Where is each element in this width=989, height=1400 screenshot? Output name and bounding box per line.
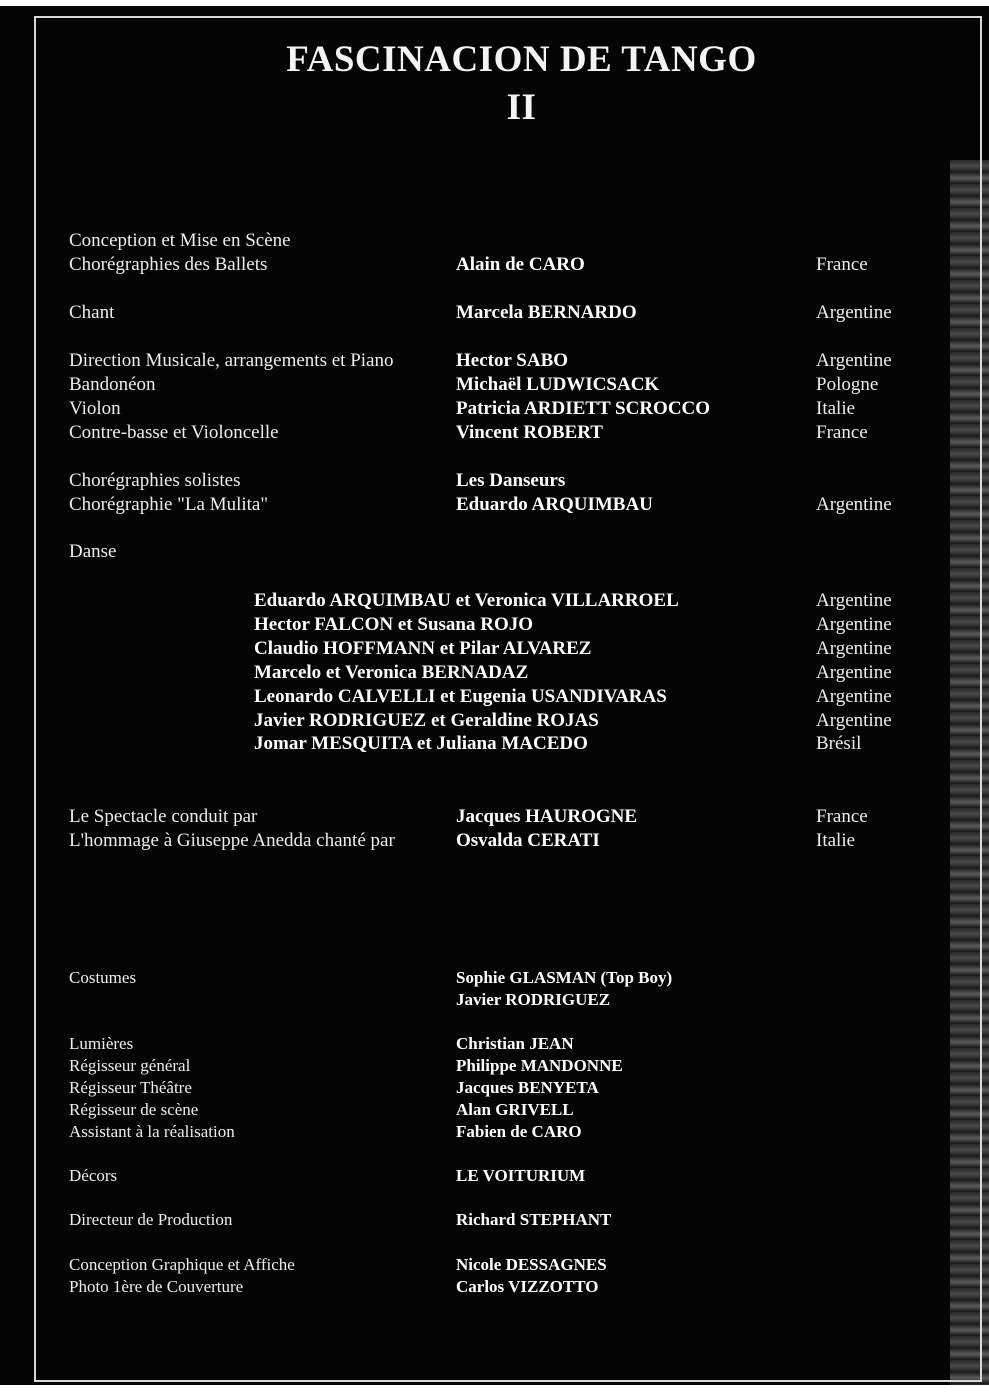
credit-name: Michaël LUDWICSACK bbox=[456, 374, 660, 395]
credit-role: Direction Musicale, arrangements et Piano bbox=[69, 350, 394, 371]
crew-name: Nicole DESSAGNES bbox=[456, 1255, 607, 1274]
credit-name: Eduardo ARQUIMBAU bbox=[456, 494, 653, 515]
paper-top-edge bbox=[0, 0, 989, 6]
credit-role: Chant bbox=[69, 302, 115, 323]
crew-name: LE VOITURIUM bbox=[456, 1166, 586, 1185]
credit-country: Argentine bbox=[816, 494, 892, 515]
crew-role: Régisseur Théâtre bbox=[69, 1078, 192, 1097]
crew-name: Alan GRIVELL bbox=[456, 1100, 574, 1119]
crew-role: Assistant à la réalisation bbox=[69, 1122, 235, 1141]
credit-role: Chorégraphie "La Mulita" bbox=[69, 494, 269, 515]
credit-country: Argentine bbox=[816, 350, 892, 371]
dancer-country: Argentine bbox=[816, 686, 892, 707]
crew-role: Lumières bbox=[69, 1034, 134, 1053]
credit-role: Le Spectacle conduit par bbox=[69, 806, 258, 827]
crew-name: Javier RODRIGUEZ bbox=[456, 990, 611, 1009]
dancer-couple: Marcelo et Veronica BERNADAZ bbox=[254, 662, 529, 683]
credit-name: Vincent ROBERT bbox=[456, 422, 603, 443]
dancer-country: Argentine bbox=[816, 638, 892, 659]
crew-role: Régisseur général bbox=[69, 1056, 191, 1075]
credit-name: Osvalda CERATI bbox=[456, 830, 600, 851]
credit-name: Patricia ARDIETT SCROCCO bbox=[456, 398, 711, 419]
crew-role: Costumes bbox=[69, 968, 137, 987]
crew-name: Richard STEPHANT bbox=[456, 1210, 612, 1229]
crew-role: Directeur de Production bbox=[69, 1210, 233, 1229]
credit-country: France bbox=[816, 422, 868, 443]
credit-country: France bbox=[816, 806, 868, 827]
crew-name: Sophie GLASMAN (Top Boy) bbox=[456, 968, 673, 987]
credit-country: France bbox=[816, 254, 868, 275]
danse-label: Danse bbox=[69, 541, 117, 562]
dancer-couple: Jomar MESQUITA et Juliana MACEDO bbox=[254, 733, 588, 754]
credit-name: Alain de CARO bbox=[456, 254, 585, 275]
dancer-couple: Javier RODRIGUEZ et Geraldine ROJAS bbox=[254, 710, 599, 731]
credit-role: L'hommage à Giuseppe Anedda chanté par bbox=[69, 830, 395, 851]
credit-role: Violon bbox=[69, 398, 121, 419]
dancer-couple: Leonardo CALVELLI et Eugenia USANDIVARAS bbox=[254, 686, 667, 707]
paper-bottom-edge bbox=[0, 1385, 989, 1400]
credit-country: Italie bbox=[816, 830, 856, 851]
page-title: FASCINACION DE TANGO bbox=[286, 39, 757, 80]
credit-name: Marcela BERNARDO bbox=[456, 302, 637, 323]
credit-country: Pologne bbox=[816, 374, 879, 395]
crew-role: Décors bbox=[69, 1166, 118, 1185]
credit-name: Hector SABO bbox=[456, 350, 569, 371]
credit-role: Chorégraphies des Ballets bbox=[69, 254, 268, 275]
dancer-couple: Eduardo ARQUIMBAU et Veronica VILLARROEL bbox=[254, 590, 679, 611]
credit-role: Bandonéon bbox=[69, 374, 156, 395]
dancer-country: Brésil bbox=[816, 733, 862, 754]
crew-name: Carlos VIZZOTTO bbox=[456, 1277, 599, 1296]
credit-name: Les Danseurs bbox=[456, 470, 566, 491]
crew-role: Conception Graphique et Affiche bbox=[69, 1255, 295, 1274]
crew-name: Jacques BENYETA bbox=[456, 1078, 599, 1097]
crew-role: Régisseur de scène bbox=[69, 1100, 199, 1119]
dancer-couple: Hector FALCON et Susana ROJO bbox=[254, 614, 534, 635]
crew-name: Christian JEAN bbox=[456, 1034, 574, 1053]
dancer-couple: Claudio HOFFMANN et Pilar ALVAREZ bbox=[254, 638, 592, 659]
credit-role: Chorégraphies solistes bbox=[69, 470, 241, 491]
dancer-country: Argentine bbox=[816, 662, 892, 683]
dancer-country: Argentine bbox=[816, 710, 892, 731]
crew-name: Philippe MANDONNE bbox=[456, 1056, 623, 1075]
credit-country: Italie bbox=[816, 398, 856, 419]
dancer-country: Argentine bbox=[816, 614, 892, 635]
credit-name: Jacques HAUROGNE bbox=[456, 806, 638, 827]
page-subtitle: II bbox=[506, 87, 537, 128]
dancer-country: Argentine bbox=[816, 590, 892, 611]
credit-role: Conception et Mise en Scène bbox=[69, 230, 291, 251]
crew-name: Fabien de CARO bbox=[456, 1122, 582, 1141]
credit-role: Contre-basse et Violoncelle bbox=[69, 422, 279, 443]
credit-country: Argentine bbox=[816, 302, 892, 323]
crew-role: Photo 1ère de Couverture bbox=[69, 1277, 244, 1296]
